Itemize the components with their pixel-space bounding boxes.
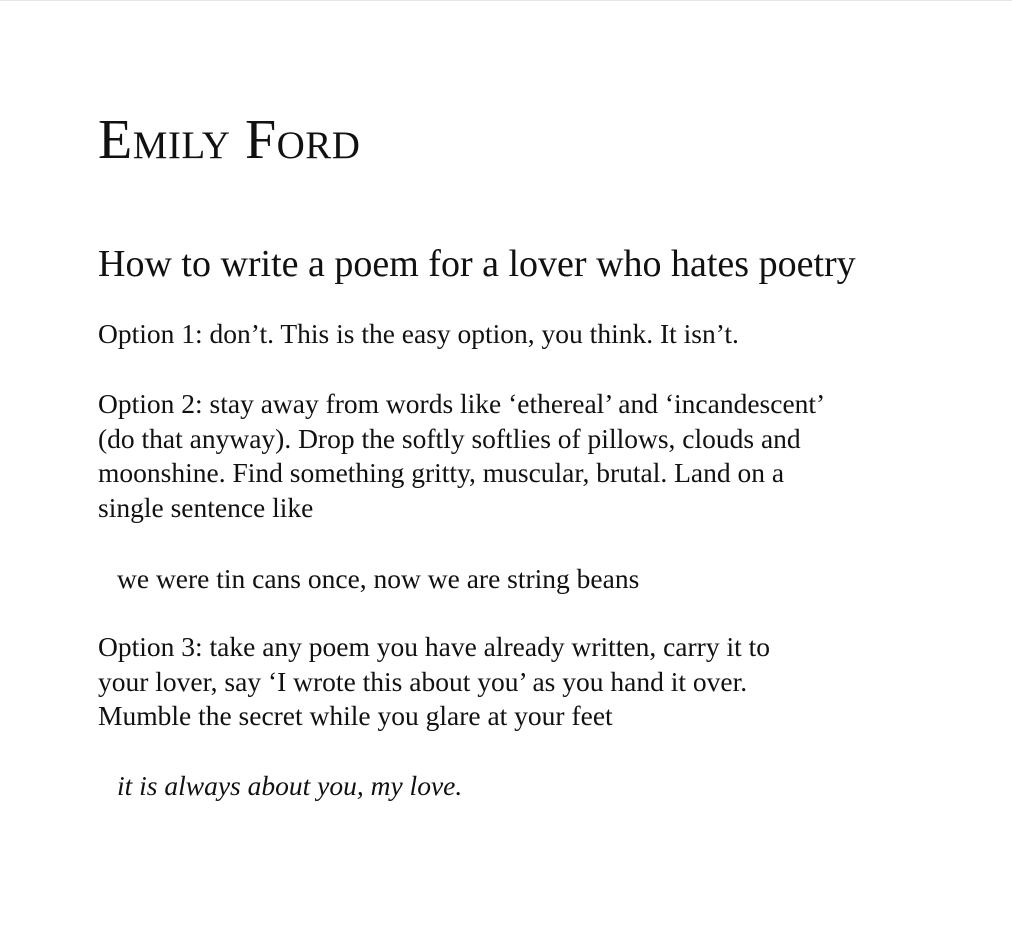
poem-title: How to write a poem for a lover who hates poetry	[98, 243, 856, 285]
poem-line: your lover, say ‘I wrote this about you’ as you hand it over.	[98, 665, 748, 697]
option-3-paragraph	[98, 630, 958, 734]
poem-line: (do that anyway). Drop the softly softlies of pillows, clouds and	[98, 422, 801, 454]
poem-line: Option 2: stay away from words like ‘ethereal’ and ‘incandescent’	[98, 388, 826, 419]
option-1-paragraph	[98, 317, 958, 352]
poem-line: moonshine. Find something gritty, muscular, brutal. Land on a	[98, 457, 785, 489]
poem-line: Option 1: don’t. This is the easy option, you think. It isn’t.	[98, 318, 739, 349]
author-name: Emily Ford	[98, 109, 361, 171]
closing-line: it is always about you, my love.	[117, 770, 463, 801]
quoted-sentence: we were tin cans once, now we are string beans	[117, 563, 640, 594]
poem-line: Mumble the secret while you glare at your feet	[98, 700, 613, 732]
poem-line: single sentence like	[98, 491, 314, 523]
option-2-paragraph	[98, 387, 958, 525]
poem-line: Option 3: take any poem you have already written, carry it to	[98, 631, 771, 662]
top-border	[0, 0, 1012, 1]
